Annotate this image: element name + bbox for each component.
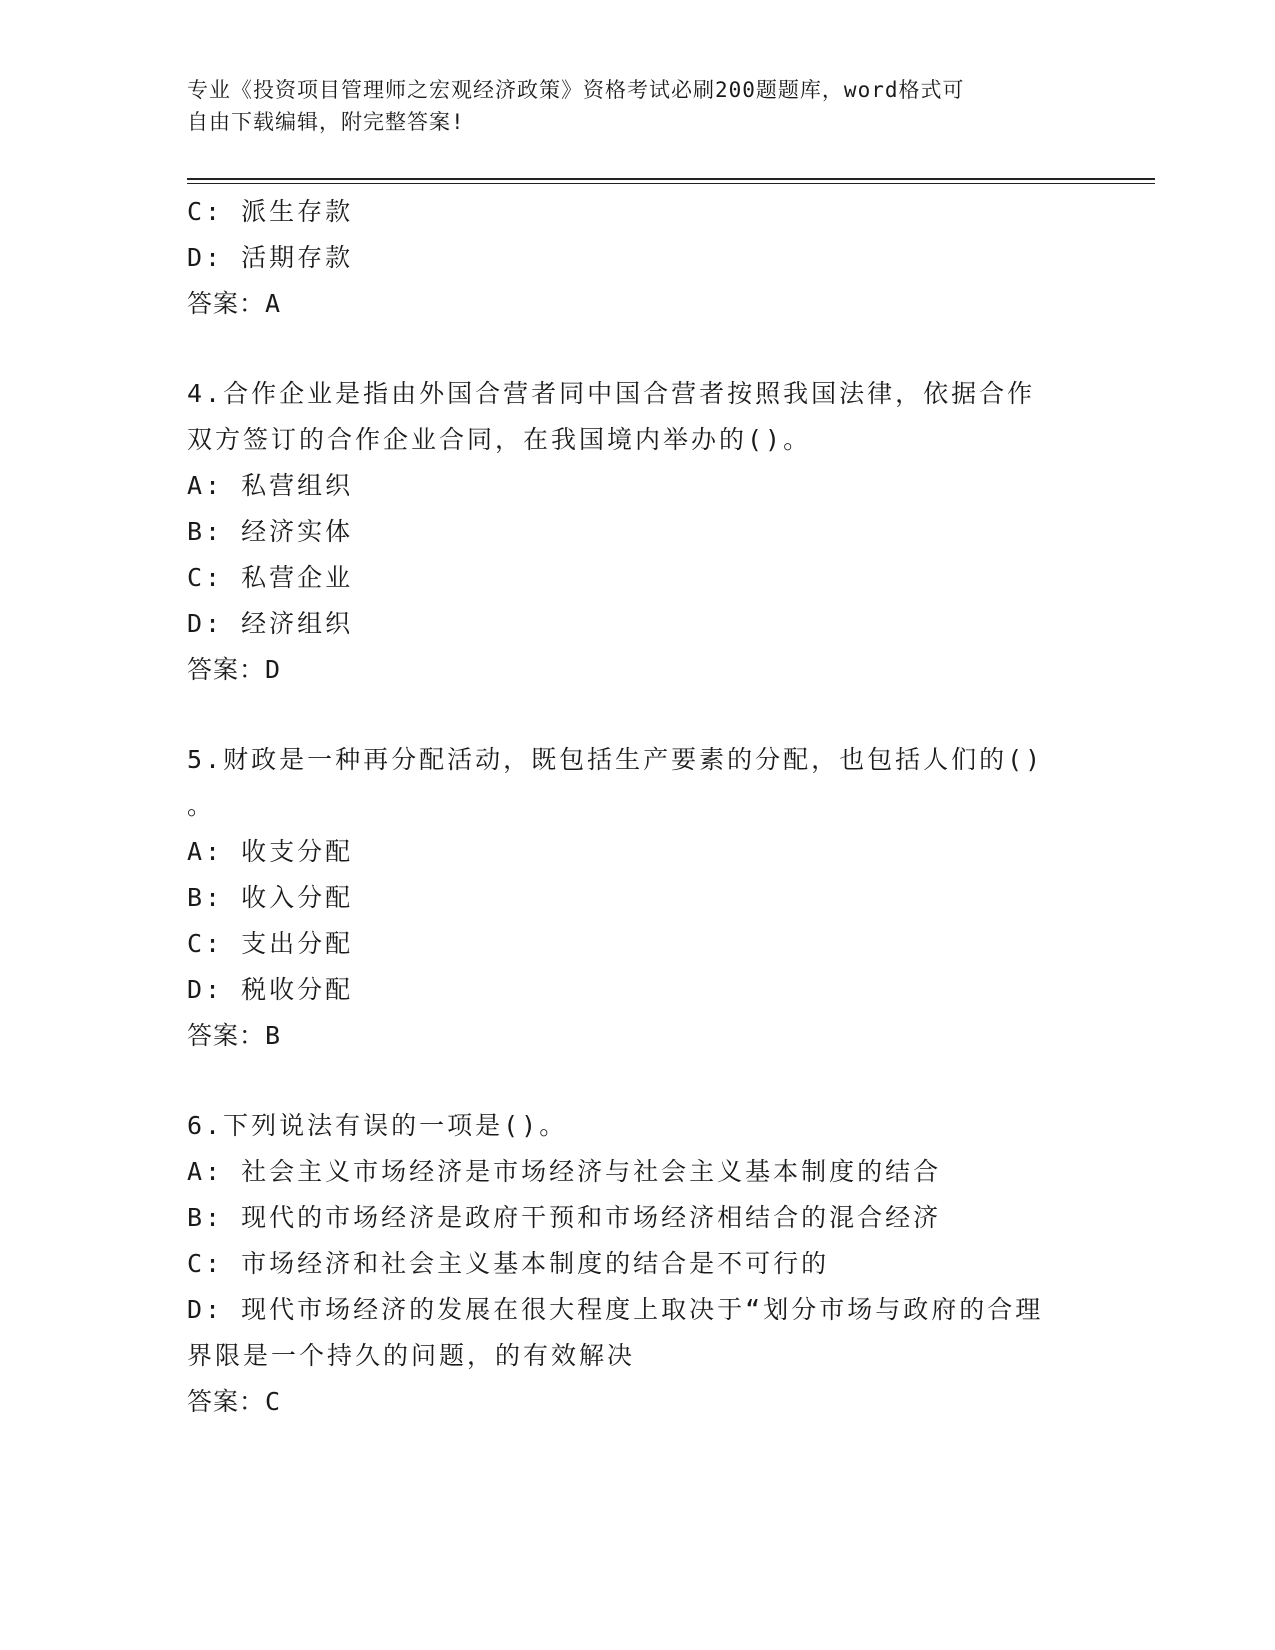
question-stem-line: 。 [187,791,216,820]
option-c: C: 私营企业 [187,563,354,592]
option-c: C: 支出分配 [187,929,354,958]
question-stem-line: 4.合作企业是指由外国合营者同中国合营者按照我国法律，依据合作 [187,379,1036,408]
question-4 [187,371,1087,693]
question-5 [187,737,1087,1059]
option-a: A: 社会主义市场经济是市场经济与社会主义基本制度的结合 [187,1157,942,1186]
option-a: A: 私营组织 [187,471,354,500]
answer-label: 答案： [187,289,266,318]
header-line-1: 专业《投资项目管理师之宏观经济政策》资格考试必刷200题题库，word格式可 [187,78,965,102]
option-b: B: 现代的市场经济是政府干预和市场经济相结合的混合经济 [187,1203,942,1232]
header-line-2: 自由下载编辑，附完整答案! [187,110,465,134]
option-d: D: 现代市场经济的发展在很大程度上取决于“划分市场与政府的合理 [187,1295,1044,1324]
answer-line [187,1379,1087,1425]
answer-value: A [265,289,282,318]
document-body [187,189,1087,1425]
header-rule-thick [187,178,1155,180]
answer-value: D [265,655,282,684]
header-rule-thin [187,183,1155,184]
question-stem-line: 双方签订的合作企业合同，在我国境内举办的()。 [187,425,812,454]
answer-line [187,647,1087,693]
option-d: D: 经济组织 [187,609,354,638]
option-b: B: 经济实体 [187,517,354,546]
answer-label: 答案： [187,1021,266,1050]
option-b: B: 收入分配 [187,883,354,912]
answer-value: C [265,1387,282,1416]
document-header [187,74,1087,138]
option-d: D: 活期存款 [187,243,354,272]
question-stem-line: 5.财政是一种再分配活动，既包括生产要素的分配，也包括人们的() [187,745,1044,774]
option-c: C: 市场经济和社会主义基本制度的结合是不可行的 [187,1249,830,1278]
answer-line [187,1013,1087,1059]
answer-label: 答案： [187,655,266,684]
question-6 [187,1103,1087,1425]
question-stem-line: 6.下列说法有误的一项是()。 [187,1111,568,1140]
answer-label: 答案： [187,1387,266,1416]
answer-value: B [265,1021,282,1050]
answer-line [187,281,1087,327]
option-a: A: 收支分配 [187,837,354,866]
partial-question [187,189,1087,327]
option-c: C: 派生存款 [187,197,354,226]
option-d: D: 税收分配 [187,975,354,1004]
option-d-continued: 界限是一个持久的问题，的有效解决 [187,1341,636,1370]
